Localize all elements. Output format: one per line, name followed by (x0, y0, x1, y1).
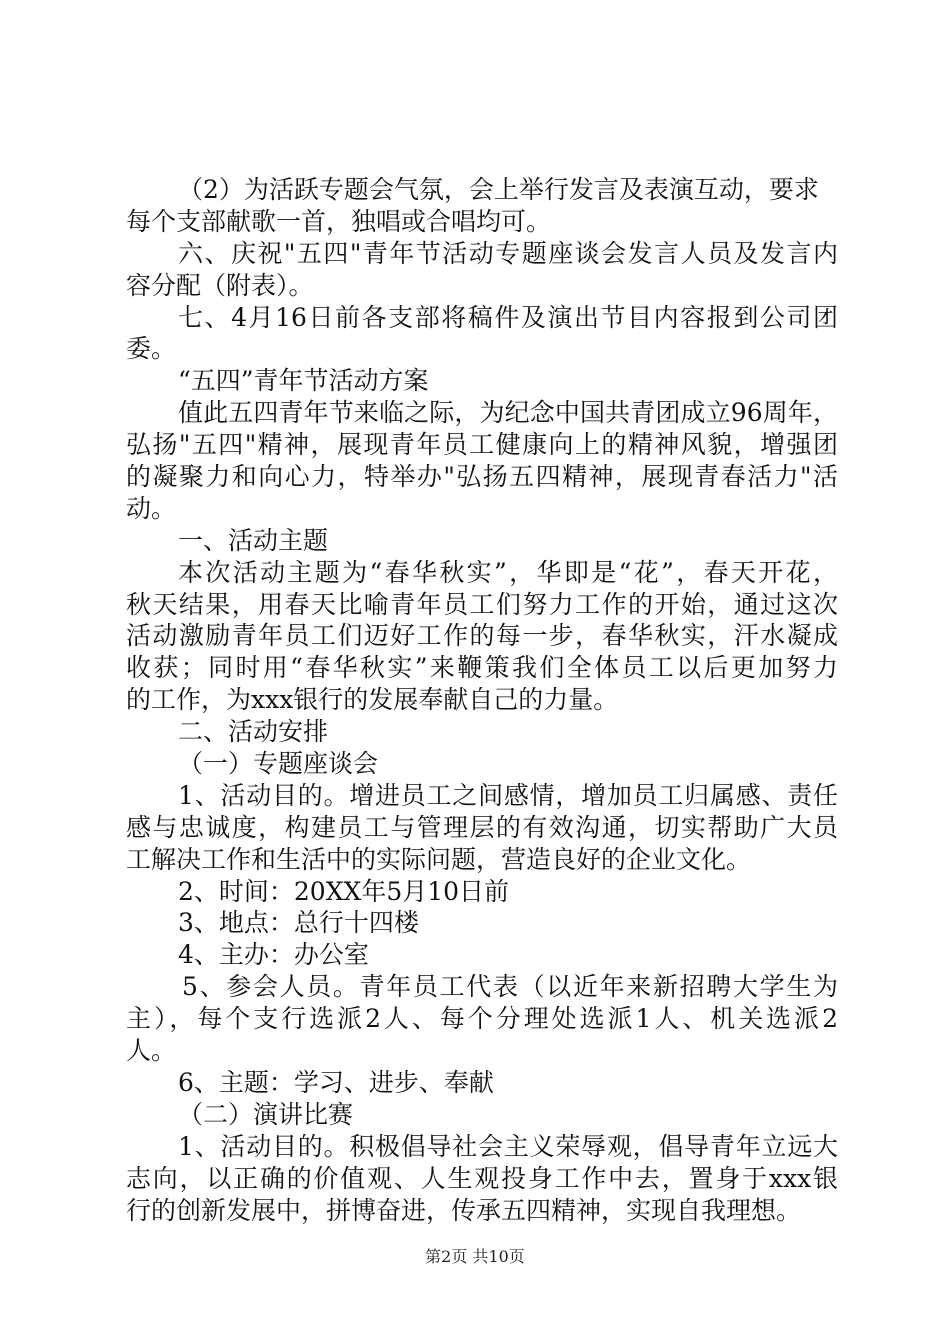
text-line: 1、活动目的。增进员工之间感情，增加员工归属感、责任 (178, 780, 838, 810)
text-line: 的凝聚力和向心力，特举办"弘扬五四精神，展现青春活力"活 (126, 462, 838, 492)
text-line: 2、时间：20XX年5月10日前 (178, 876, 510, 906)
text-line: 1、活动目的。积极倡导社会主义荣辱观，倡导青年立远大 (178, 1131, 838, 1161)
text-line: 七、4月16日前各支部将稿件及演出节目内容报到公司团 (178, 302, 838, 332)
text-line: （一）专题座谈会 (178, 749, 379, 779)
text-line: 收获；同时用“春华秋实”来鞭策我们全体员工以后更加努力 (126, 653, 838, 683)
text-line: 3、地点：总行十四楼 (178, 908, 419, 938)
text-line: 六、庆祝"五四"青年节活动专题座谈会发言人员及发言内 (178, 238, 838, 268)
text-line: 活动激励青年员工们迈好工作的每一步，春华秋实，汗水凝成 (126, 621, 838, 651)
text-line: 行的创新发展中，拼博奋进，传承五四精神，实现自我理想。 (126, 1195, 802, 1225)
text-line: 每个支部献歌一首，独唱或合唱均可。 (126, 206, 552, 236)
text-line: 的工作，为xxx银行的发展奉献自己的力量。 (126, 685, 619, 715)
page-number: 第2页 共10页 (425, 1247, 525, 1266)
page-footer (0, 1244, 950, 1267)
text-line: 工解决工作和生活中的实际问题，营造良好的企业文化。 (126, 844, 752, 874)
text-line: （2）为活跃专题会气氛，会上举行发言及表演互动，要求 (178, 175, 819, 204)
text-line: 人。 (126, 1036, 177, 1066)
text-line: 二、活动安排 (178, 717, 329, 747)
text-line: 容分配（附表）。 (126, 270, 314, 300)
text-line: 4、主办：办公室 (178, 940, 369, 970)
document-body (126, 174, 838, 1226)
text-line: 委。 (126, 334, 177, 364)
text-line: 主），每个支行选派2人、每个分理处选派1人、机关选派2 (126, 1004, 838, 1034)
text-line: 感与忠诚度，构建员工与管理层的有效沟通，切实帮助广大员 (126, 812, 838, 842)
text-line: 6、主题：学习、进步、奉献 (178, 1067, 494, 1097)
text-line: 志向，以正确的价值观、人生观投身工作中去，置身于xxx银 (126, 1163, 838, 1193)
text-line: “五四”青年节活动方案 (178, 366, 429, 396)
text-line: 本次活动主题为“春华秋实”，华即是“花”，春天开花， (178, 557, 838, 587)
text-line: 一、活动主题 (178, 525, 329, 555)
text-line: 5、参会人员。青年员工代表（以近年来新招聘大学生为 (182, 972, 838, 1002)
text-line: 动。 (126, 493, 177, 523)
text-line: （二）演讲比赛 (178, 1099, 354, 1129)
text-line: 值此五四青年节来临之际，为纪念中国共青团成立96周年， (178, 398, 838, 428)
text-line: 秋天结果，用春天比喻青年员工们努力工作的开始，通过这次 (126, 589, 838, 619)
text-line: 弘扬"五四"精神，展现青年员工健康向上的精神风貌，增强团 (126, 430, 838, 460)
